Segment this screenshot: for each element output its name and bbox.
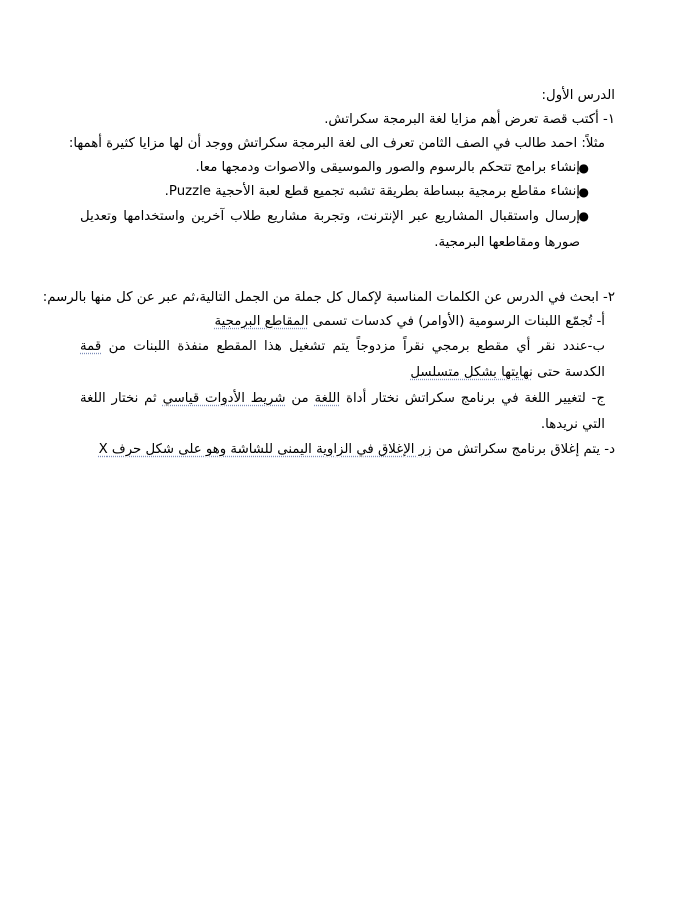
answer-text: قمة — [80, 339, 102, 354]
item-text: الكدسة حتى — [532, 365, 605, 380]
item-text: من — [285, 391, 315, 406]
question-2-item-d — [80, 438, 615, 462]
answer-text: اللغة — [314, 391, 341, 406]
section-spacer — [80, 256, 615, 286]
bullet-dot-icon: ● — [578, 161, 589, 175]
item-text: ج- لتغيير اللغة في برنامج سكراتش نختار أداة — [340, 391, 605, 406]
bullet-text: إنشاء برامج تتحكم بالرسوم والصور والموسيقى والاصوات ودمجها معا. — [195, 160, 580, 175]
lesson-title: الدرس الأول: — [541, 88, 615, 103]
item-text: أ- تُجمّع اللبنات الرسومية (الأوامر) في كدسات تسمى — [308, 314, 605, 329]
answer-text: زر الإغلاق في الزاوية اليمنى للشاشة وهو على شكل حرف X — [98, 442, 432, 457]
question-2-item-b — [80, 334, 615, 386]
question-1-example: مثلاً: احمد طالب في الصف الثامن تعرف الى لغة البرمجة سكراتش ووجد أن لها مزايا كثيرة أهمها: — [68, 136, 605, 151]
item-text: ب-عندد نقر أي مقطع برمجي نقراً مزدوجاً يتم تشغيل هذا المقطع منفذة اللبنات من — [101, 339, 605, 354]
bullet-item-2 — [80, 180, 615, 204]
bullet-item-3 — [80, 204, 615, 256]
bullet-dot-icon: ● — [578, 185, 589, 199]
answer-text: شريط الأدوات قياسي — [162, 391, 286, 406]
bullet-text: إرسال واستقبال المشاريع عبر الإنترنت، وتجربة مشاريع طلاب آخرين واستخدامها وتعديل صورها ومقاطعها البرمجية. — [80, 209, 580, 250]
bullet-dot-icon: ● — [578, 209, 589, 223]
item-text: ثم نختار اللغة التي نريدها. — [80, 391, 605, 432]
answer-text: المقاطع البرمجية — [214, 314, 309, 329]
question-1-prompt: ١- أكتب قصة تعرض أهم مزايا لغة البرمجة سكراتش. — [324, 112, 615, 127]
question-2-item-c — [80, 386, 615, 438]
question-2-item-a — [80, 310, 615, 334]
bullet-text: إنشاء مقاطع برمجية ببساطة بطريقة تشبه تجميع قطع لعبة الأحجية Puzzle. — [164, 184, 580, 199]
bullet-item-1 — [80, 156, 615, 180]
item-text: د- يتم إغلاق برنامج سكراتش من — [431, 442, 615, 457]
document-page — [42, 84, 615, 462]
answer-text: نهايتها بشكل متسلسل — [410, 365, 533, 380]
question-2-prompt: ٢- ابحث في الدرس عن الكلمات المناسبة لإكمال كل جملة من الجمل التالية،ثم عبر عن كل منها بالرسم: — [42, 290, 615, 305]
